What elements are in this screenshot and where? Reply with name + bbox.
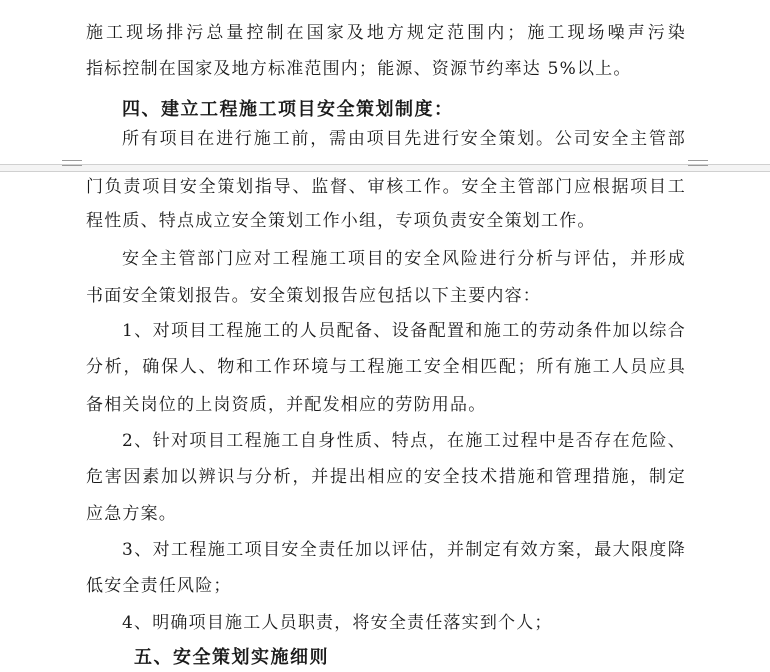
paragraph-line: 安全主管部门应对工程施工项目的安全风险进行分析与评估，并形成 <box>122 249 686 269</box>
list-item-3-line: 3、对工程施工项目安全责任加以评估，并制定有效方案，最大限度降 <box>122 540 686 560</box>
list-item-1-line: 1、对项目工程施工的人员配备、设备配置和施工的劳动条件加以综合 <box>122 321 686 341</box>
left-margin-marker-icon <box>62 158 82 168</box>
list-item-2-line: 应急方案。 <box>86 504 177 524</box>
list-item-1-line: 备相关岗位的上岗资质，并配发相应的劳防用品。 <box>86 395 487 415</box>
paragraph-line: 指标控制在国家及地方标准范围内；能源、资源节约率达 5%以上。 <box>86 59 632 79</box>
right-margin-marker-icon <box>688 158 708 168</box>
section-heading-5: 五、安全策划实施细则 <box>134 647 329 668</box>
list-item-2-line: 2、针对项目工程施工自身性质、特点，在施工过程中是否存在危险、 <box>122 431 686 451</box>
list-item-3-line: 低安全责任风险； <box>86 576 232 596</box>
paragraph-line: 门负责项目安全策划指导、监督、审核工作。安全主管部门应根据项目工 <box>86 177 686 197</box>
list-item-2-line: 危害因素加以辨识与分析，并提出相应的安全技术措施和管理措施，制定 <box>86 467 686 487</box>
paragraph-line: 书面安全策划报告。安全策划报告应包括以下主要内容： <box>86 286 541 306</box>
paragraph-line: 施工现场排污总量控制在国家及地方规定范围内；施工现场噪声污染 <box>86 23 686 43</box>
list-item-1-line: 分析，确保人、物和工作环境与工程施工安全相匹配；所有施工人员应具 <box>86 357 686 377</box>
page-break-separator <box>0 164 770 172</box>
list-item-4-line: 4、明确项目施工人员职责，将安全责任落实到个人； <box>122 613 553 633</box>
paragraph-line: 所有项目在进行施工前，需由项目先进行安全策划。公司安全主管部 <box>122 129 686 149</box>
section-heading-4: 四、建立工程施工项目安全策划制度： <box>122 99 454 120</box>
paragraph-line: 程性质、特点成立安全策划工作小组，专项负责安全策划工作。 <box>86 211 596 231</box>
